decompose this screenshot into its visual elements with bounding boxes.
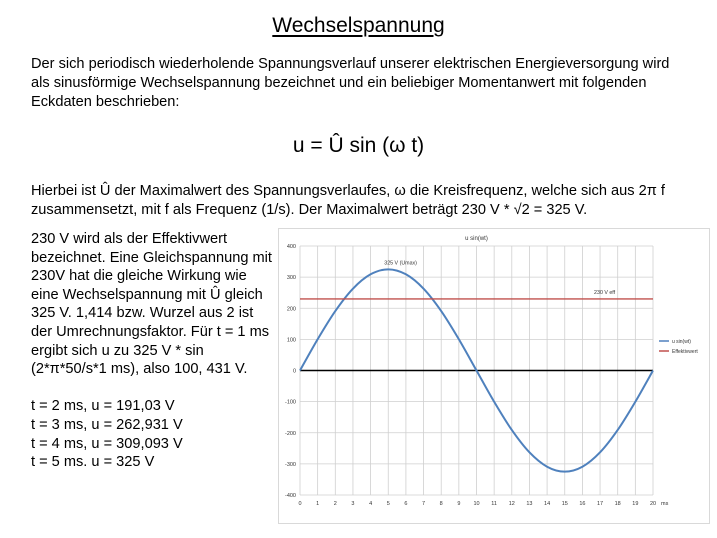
x-tick-label: 15 [561,501,568,507]
x-tick-label: 2 [333,501,337,507]
chart-annotation-2: 230 V eff [594,289,616,296]
chart-title: u sin(wt) [465,236,488,242]
x-tick-label: 0 [298,501,302,507]
x-tick-label: 12 [508,501,515,507]
sine-chart [279,229,709,523]
formula: u = Û sin (ω t) [292,134,425,157]
y-tick-label: -400 [284,493,296,499]
y-tick-label: -300 [284,461,296,468]
x-tick-label: 14 [544,501,551,507]
x-tick-label: 11 [491,501,498,507]
y-tick-label: -200 [284,430,296,437]
x-tick-label: 16 [579,501,586,507]
x-tick-label: 7 [422,501,426,507]
chart-annotation-1: 325 V (Umax) [384,260,417,267]
x-tick-label: 1 [316,501,320,507]
legend-entry-1: u sin(wt) [672,339,691,345]
explanation-text: Hierbei ist Û der Maximalwert des Spannungsverlaufes, ω die Kreisfrequenz, welche sich aus 2π f zusammensetzt, mit f als Frequenz (1/s). Der Maximalwert beträgt 230 V * √2 = 325 V. [31,183,665,218]
intro-text: Der sich periodisch wiederholende Spannungsverlauf unserer elektrischen Energieversorgung wird als sinusförmige Wechselspannung bezeichnet und ein beliebiger Momentanwert mit folgenden Eckdaten beschrieben: [31,56,670,110]
y-tick-label: 400 [286,244,296,250]
y-tick-label: 300 [286,275,296,282]
left-text-column [31,230,276,472]
y-tick-label: 100 [286,337,296,344]
x-tick-label: 6 [404,501,408,507]
x-tick-label: 4 [369,501,373,507]
slide-title: Wechselspannung [272,14,445,37]
x-tick-label: 17 [596,501,604,507]
x-tick-label: 10 [473,501,480,507]
value-line-4: t = 5 ms. u = 325 V [31,454,155,471]
x-tick-label: 13 [526,501,533,507]
chart-container [278,228,710,524]
x-axis-label: ms [661,501,669,507]
y-tick-label: 200 [286,306,296,313]
x-tick-label: 19 [632,501,639,507]
x-tick-label: 9 [457,501,461,507]
y-tick-label: 0 [292,368,296,375]
effektivwert-paragraph: 230 V wird als der Effektivwert bezeichnet. Eine Gleichspannung mit 230V hat die gleiche Wirkung wie eine Wechselspannung mit Û gleich 325 V. 1,414 bzw. Wurzel aus 2 ist der Umrechnungsfaktor. Für t = 1 ms ergibt sich u zu 325 V * sin (2*π*50/s*1 ms), also 100, 431 V. [31,231,272,378]
x-tick-label: 20 [649,501,657,507]
y-tick-label: -100 [284,399,296,406]
x-tick-label: 3 [351,501,355,507]
value-line-1: t = 2 ms, u = 191,03 V [31,398,175,415]
x-tick-label: 5 [386,501,390,507]
x-tick-label: 18 [614,501,621,507]
value-line-2: t = 3 ms, u = 262,931 V [31,416,183,433]
x-tick-label: 8 [439,501,443,507]
value-line-3: t = 4 ms, u = 309,093 V [31,435,183,452]
legend-entry-2: Effektivwert [672,349,698,355]
